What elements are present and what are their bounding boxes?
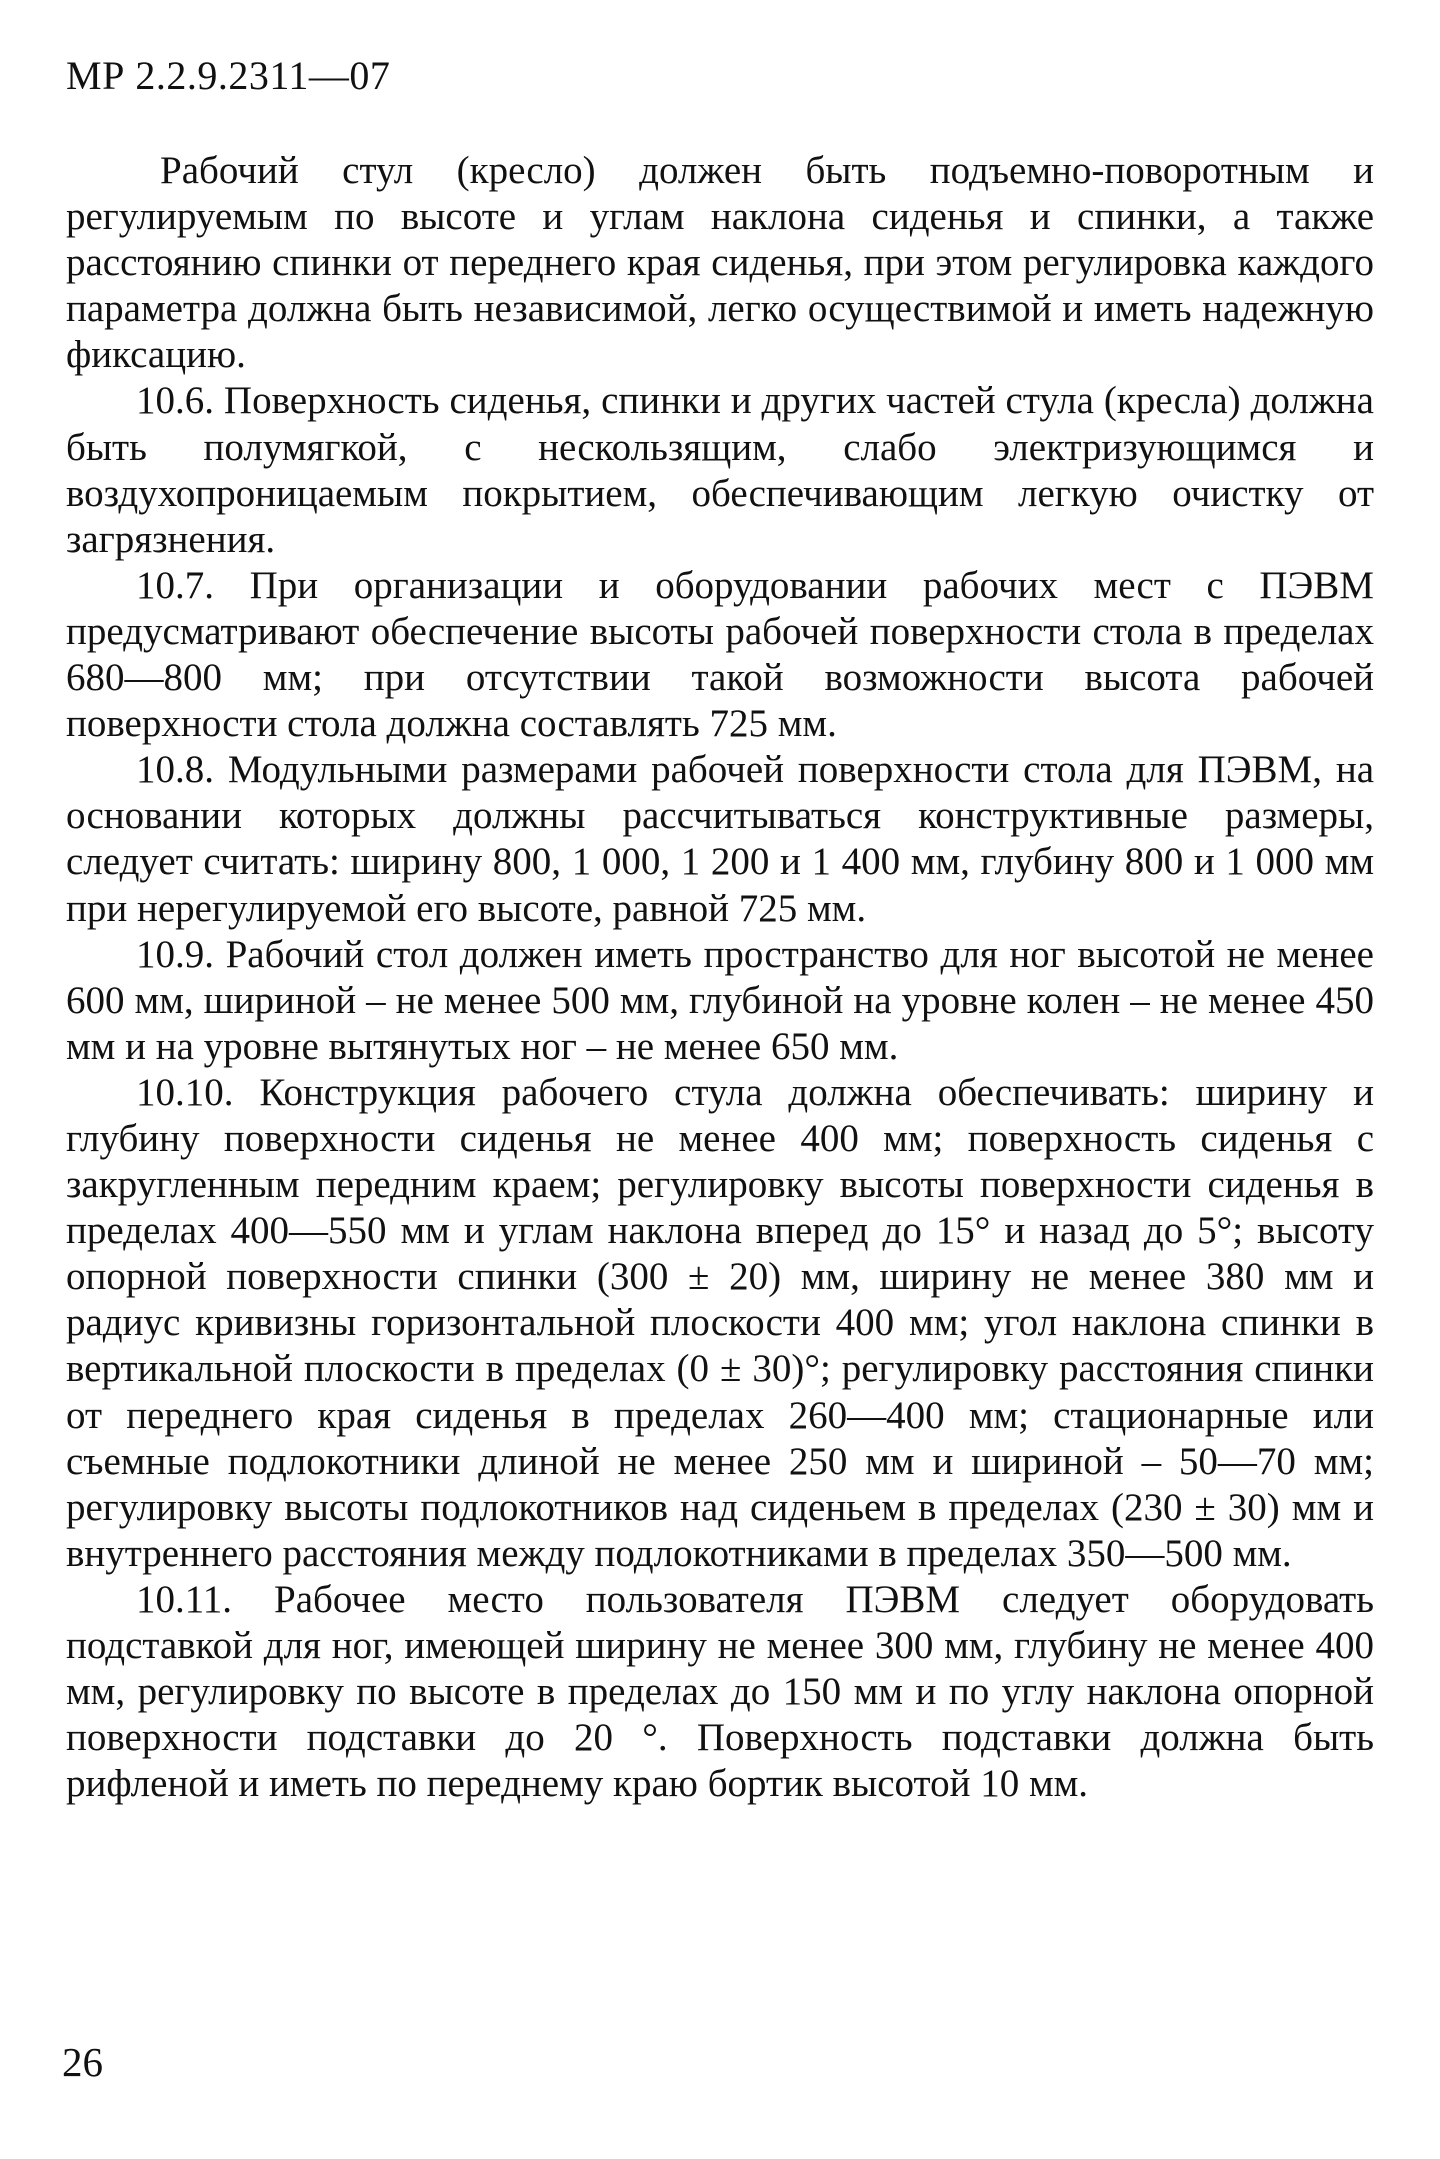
document-body [66, 148, 1374, 1807]
paragraph-10-8: 10.8. Модульными размерами рабочей поверхности стола для ПЭВМ, на основании которых должны рассчитываться конструктивные размеры, следует считать: ширину 800, 1 000, 1 200 и 1 400 мм, глубину 800 и 1 000 мм при нерегулируемой его высоте, равной 725 мм. [66, 748, 1374, 930]
paragraph-10-7: 10.7. При организации и оборудовании рабочих мест с ПЭВМ предусматривают обеспечение высоты рабочей поверхности стола в пределах 680—800 мм; при отсутствии такой возможности высота рабочей поверхности стола должна составлять 725 мм. [66, 563, 1374, 746]
document-header: МР 2.2.9.2311—07 [66, 53, 391, 98]
paragraph-10-11: 10.11. Рабочее место пользователя ПЭВМ следует оборудовать подставкой для ног, имеющей ширину не менее 300 мм, глубину не менее 400 мм, регулировку по высоте в пределах до 150 мм и по углу наклона опорной поверхности подставки до 20 °. Поверхность подставки должна быть рифленой и иметь по переднему краю бортик высотой 10 мм. [66, 1577, 1374, 1806]
paragraph-10-9: 10.9. Рабочий стол должен иметь пространство для ног высотой не менее 600 мм, шириной – не менее 500 мм, глубиной на уровне колен – не менее 450 мм и на уровне вытянутых ног – не менее 650 мм. [66, 932, 1374, 1068]
page-number: 26 [62, 2039, 103, 2085]
paragraph-10-10: 10.10. Конструкция рабочего стула должна обеспечивать: ширину и глубину поверхности сиденья не менее 400 мм; поверхность сиденья с закругленным передним краем; регулировку высоты поверхности сиденья в пределах 400—550 мм и углам наклона вперед до 15° и назад до 5°; высоту опорной поверхности спинки (300 ± 20) мм, ширину не менее 380 мм и радиус кривизны горизонтальной плоскости 400 мм; угол наклона спинки в вертикальной плоскости в пределах (0 ± 30)°; регулировку расстояния спинки от переднего края сиденья в пределах 260—400 мм; стационарные или съемные подлокотники длиной не менее 250 мм и шириной – 50—70 мм; регулировку высоты подлокотников над сиденьем в пределах (230 ± 30) мм и внутреннего расстояния между подлокотниками в пределах 350—500 мм. [66, 1070, 1374, 1575]
paragraph-10-6: 10.6. Поверхность сиденья, спинки и других частей стула (кресла) должна быть полумягкой, с нескользящим, слабо электризующимся и воздухопроницаемым покрытием, обеспечивающим легкую очистку от загрязнения. [66, 379, 1374, 561]
paragraph-chair-adjustment: Рабочий стул (кресло) должен быть подъемно-поворотным и регулируемым по высоте и углам наклона сиденья и спинки, а также расстоянию спинки от переднего края сиденья, при этом регулировка каждого параметра должна быть независимой, легко осуществимой и иметь надежную фиксацию. [66, 149, 1374, 377]
